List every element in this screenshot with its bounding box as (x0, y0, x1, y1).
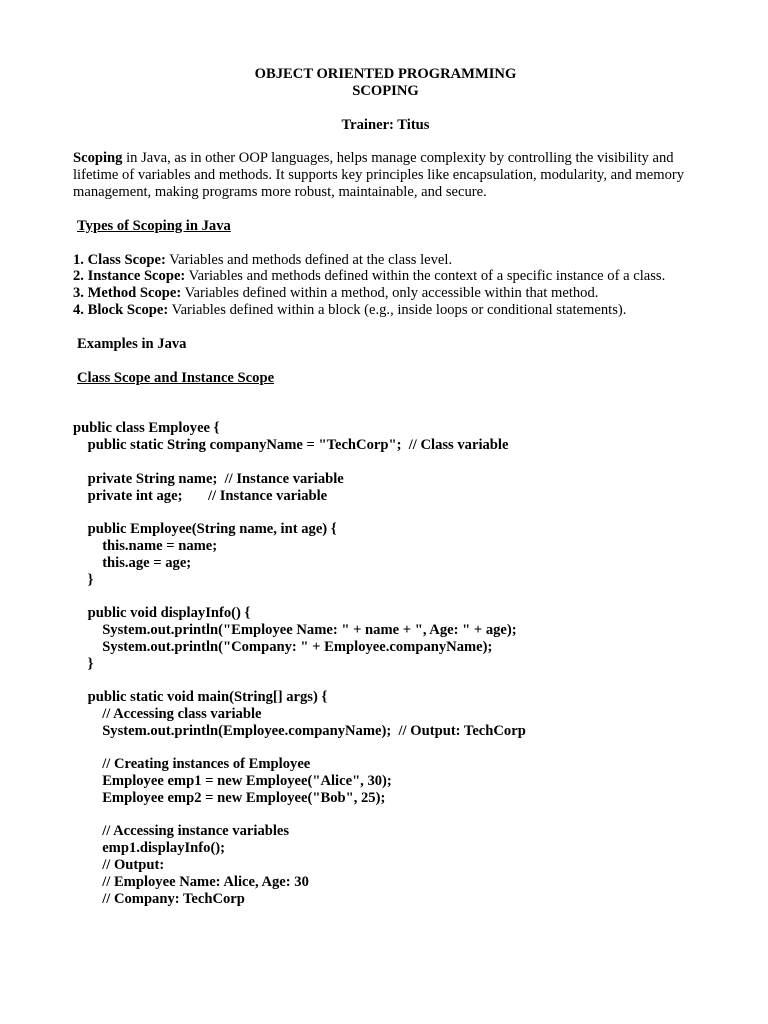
code-line: public class Employee { (73, 420, 220, 437)
examples-heading: Examples in Java (77, 335, 187, 352)
code-block (73, 420, 698, 907)
list-item-text: Variables defined within a block (e.g., inside loops or conditional statements). (168, 301, 627, 318)
code-line: private String name; // Instance variable (73, 470, 344, 487)
trainer-line: Trainer: Titus (341, 116, 430, 133)
code-line: public Employee(String name, int age) { (73, 521, 337, 538)
code-line: // Accessing class variable (73, 705, 262, 722)
list-item-label: 2. Instance Scope: (73, 268, 186, 285)
code-line: private int age; // Instance variable (73, 487, 328, 504)
code-line: System.out.println(Employee.companyName); // Output: TechCorp (73, 722, 526, 739)
code-line: // Accessing instance variables (73, 823, 290, 840)
list-item-label: 4. Block Scope: (73, 301, 169, 318)
title-line-1: OBJECT ORIENTED PROGRAMMING (254, 66, 517, 82)
intro-term: Scoping (73, 150, 123, 167)
code-line: Employee emp2 = new Employee("Bob", 25); (73, 789, 386, 806)
code-line: this.age = age; (73, 554, 192, 571)
list-item-label: 1. Class Scope: (73, 251, 166, 268)
code-line: emp1.displayInfo(); (73, 840, 226, 857)
list-item-text: Variables defined within a method, only accessible within that method. (181, 285, 599, 302)
list-item-text: Variables and methods defined within the context of a specific instance of a class. (185, 268, 666, 285)
code-line: this.name = name; (73, 537, 218, 554)
code-line (73, 504, 698, 521)
code-line: public static void main(String[] args) { (73, 689, 328, 706)
list-item (73, 285, 698, 302)
code-line (73, 807, 698, 824)
code-line (73, 740, 698, 757)
code-line (73, 454, 698, 471)
intro-paragraph (73, 150, 698, 200)
code-line (73, 672, 698, 689)
list-item-label: 3. Method Scope: (73, 285, 182, 302)
list-item (73, 252, 698, 269)
code-line: Employee emp1 = new Employee("Alice", 30); (73, 773, 392, 790)
code-line: // Employee Name: Alice, Age: 30 (73, 873, 309, 890)
code-line: // Output: (73, 857, 165, 874)
document-page (73, 66, 698, 907)
title-line-2: SCOPING (352, 82, 419, 99)
types-heading: Types of Scoping in Java (77, 217, 231, 234)
code-line: System.out.println("Employee Name: " + name + ", Age: " + age); (73, 621, 517, 638)
document-title (73, 66, 698, 100)
code-line: } (73, 571, 94, 588)
code-line: public static String companyName = "TechCorp"; // Class variable (73, 437, 509, 454)
code-line: System.out.println("Company: " + Employee.companyName); (73, 638, 493, 655)
code-line: // Company: TechCorp (73, 890, 245, 907)
example-subheading: Class Scope and Instance Scope (77, 369, 275, 386)
code-line: } (73, 655, 94, 672)
code-line (73, 588, 698, 605)
intro-text: in Java, as in other OOP languages, helps manage complexity by controlling the visibility and lifetime of variables and methods. It supports key principles like encapsulation, modularity, and memory management, making programs more robust, maintainable, and secure. (73, 150, 685, 200)
list-item (73, 268, 698, 285)
list-item (73, 302, 698, 319)
code-line: // Creating instances of Employee (73, 756, 311, 773)
code-line: public void displayInfo() { (73, 605, 251, 622)
scope-types-list (73, 252, 698, 319)
list-item-text: Variables and methods defined at the class level. (165, 251, 453, 268)
